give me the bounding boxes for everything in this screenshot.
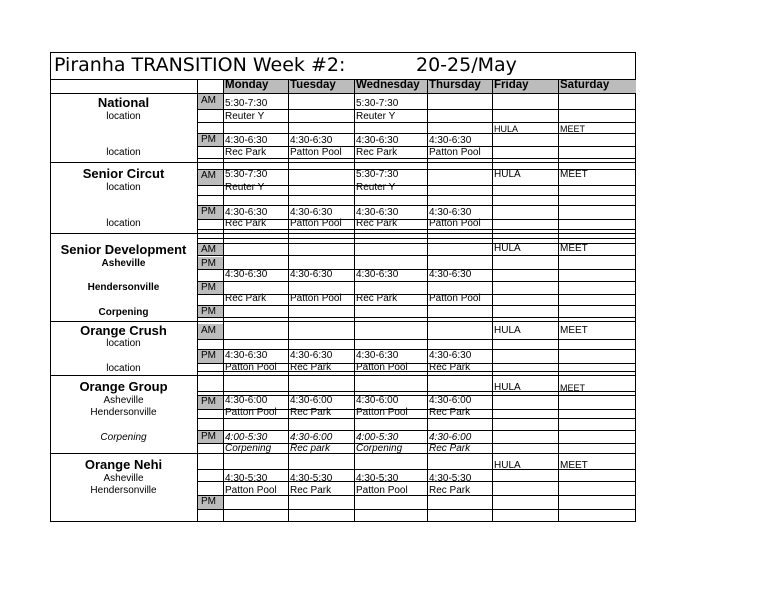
group-name: Senior Development xyxy=(60,242,187,257)
day-header-monday: Monday xyxy=(225,79,269,91)
schedule-cell: Rec Park xyxy=(429,485,471,496)
title-dates: 20-25/May xyxy=(416,54,517,76)
schedule-cell: Reuter Y xyxy=(356,111,396,122)
schedule-cell: Rec Park xyxy=(290,362,332,373)
group-sub: Asheville xyxy=(103,473,144,484)
schedule-cell: MEET xyxy=(560,460,588,471)
schedule-cell: 4:30-6:30 xyxy=(225,135,268,146)
group-sub: location xyxy=(106,182,141,193)
schedule-cell: 4:30-6:30 xyxy=(356,207,399,218)
schedule-cell: Patton Pool xyxy=(225,407,277,418)
day-header-tuesday: Tuesday xyxy=(290,79,336,91)
schedule-cell: 4:30-5:30 xyxy=(290,473,333,484)
schedule-cell: 4:30-6:30 xyxy=(290,350,333,361)
schedule-cell: Rec Park xyxy=(356,147,398,158)
group-sub: location xyxy=(106,218,141,229)
schedule-cell: 4:30-6:00 xyxy=(356,395,399,406)
schedule-cell: Rec Park xyxy=(429,362,471,373)
schedule-cell: 4:30-6:30 xyxy=(225,350,268,361)
slot-label-am: AM xyxy=(201,244,216,255)
schedule-cell: Patton Pool xyxy=(356,362,408,373)
group-separator xyxy=(51,453,636,454)
schedule-cell: Reuter Y xyxy=(225,111,265,122)
slot-label-pm: PM xyxy=(201,282,216,293)
group-sub: location xyxy=(106,111,141,122)
group-sub: Hendersonville xyxy=(90,407,157,418)
day-header-wednesday: Wednesday xyxy=(356,79,420,91)
schedule-cell: 5:30-7:30 xyxy=(356,169,399,180)
row-line xyxy=(197,281,636,282)
row-line xyxy=(197,317,636,318)
schedule-cell: Reuter Y xyxy=(356,182,396,193)
schedule-cell: Rec Park xyxy=(225,218,267,229)
schedule-cell: Patton Pool xyxy=(429,293,481,304)
schedule-cell: 4:30-6:30 xyxy=(225,269,268,280)
schedule-cell: 4:30-6:30 xyxy=(290,135,333,146)
schedule-cell: Patton Pool xyxy=(356,485,408,496)
schedule-cell: Patton Pool xyxy=(225,362,277,373)
schedule-cell: 4:30-6:30 xyxy=(429,269,472,280)
row-line xyxy=(197,521,636,522)
group-sub: Asheville xyxy=(103,395,144,406)
schedule-cell: 4:30-6:00 xyxy=(290,432,333,443)
schedule-cell: Patton Pool xyxy=(356,407,408,418)
schedule-cell: 4:30-6:30 xyxy=(429,350,472,361)
schedule-cell: Patton Pool xyxy=(290,218,342,229)
group-name: Orange Crush xyxy=(80,323,167,338)
schedule-cell: 4:00-5:30 xyxy=(356,432,399,443)
schedule-cell: Rec Park xyxy=(290,485,332,496)
schedule-cell: HULA xyxy=(494,169,521,180)
col-line xyxy=(197,80,198,521)
row-line xyxy=(197,339,636,340)
schedule-cell: 4:30-6:30 xyxy=(356,350,399,361)
group-sub: Corpening xyxy=(100,432,147,443)
schedule-cell: 4:30-6:30 xyxy=(429,135,472,146)
slot-label-pm: PM xyxy=(201,306,216,317)
day-header-saturday: Saturday xyxy=(560,79,610,91)
schedule-cell: Rec Park xyxy=(356,218,398,229)
slot-label-pm: PM xyxy=(201,496,216,507)
schedule-cell: 4:30-6:30 xyxy=(429,207,472,218)
schedule-cell: HULA xyxy=(494,382,521,393)
group-sub: Hendersonville xyxy=(90,485,157,496)
slot-label-am: AM xyxy=(201,95,216,106)
schedule-cell: 4:30-6:30 xyxy=(290,269,333,280)
slot-label-pm: PM xyxy=(201,350,216,361)
schedule-cell: MEET xyxy=(560,124,586,134)
row-line xyxy=(197,305,636,306)
col-line xyxy=(427,80,428,521)
schedule-cell: Patton Pool xyxy=(290,147,342,158)
schedule-cell: 4:30-6:00 xyxy=(429,432,472,443)
schedule-cell: 4:30-6:30 xyxy=(225,207,268,218)
row-line xyxy=(197,195,636,196)
schedule-cell: MEET xyxy=(560,169,588,180)
schedule-cell: 5:30-7:30 xyxy=(225,169,268,180)
schedule-cell: Patton Pool xyxy=(429,147,481,158)
schedule-sheet xyxy=(50,52,636,522)
col-line xyxy=(223,80,224,521)
row-line xyxy=(197,238,636,239)
group-name: Orange Group xyxy=(79,379,168,394)
schedule-cell: HULA xyxy=(494,460,521,471)
schedule-cell: Rec park xyxy=(290,443,331,454)
group-separator xyxy=(51,162,636,163)
group-separator xyxy=(51,375,636,376)
group-separator xyxy=(51,233,636,234)
group-separator xyxy=(51,321,636,322)
col-line xyxy=(288,80,289,521)
schedule-cell: Rec Park xyxy=(225,147,267,158)
schedule-cell: Rec Park xyxy=(225,293,267,304)
group-sub: location xyxy=(106,363,141,374)
slot-label-pm: PM xyxy=(201,396,216,407)
schedule-cell: HULA xyxy=(494,243,521,254)
group-name: Orange Nehi xyxy=(84,457,163,472)
schedule-cell: HULA xyxy=(494,325,521,336)
schedule-cell: Patton Pool xyxy=(290,293,342,304)
schedule-cell: 4:00-5:30 xyxy=(225,432,268,443)
schedule-cell: HULA xyxy=(494,124,519,134)
slot-label-pm: PM xyxy=(201,206,216,217)
slot-label-pm: PM xyxy=(201,431,216,442)
schedule-cell: Corpening xyxy=(356,443,403,454)
schedule-cell: MEET xyxy=(560,325,588,336)
day-header-thursday: Thursday xyxy=(429,79,481,91)
schedule-cell: Rec Park xyxy=(429,443,471,454)
group-sub: Corpening xyxy=(98,307,149,318)
schedule-cell: 4:30-6:30 xyxy=(290,207,333,218)
schedule-cell: 4:30-5:30 xyxy=(429,473,472,484)
group-name: Senior Circut xyxy=(82,166,165,181)
group-sub: Hendersonville xyxy=(87,282,160,293)
schedule-cell: Rec Park xyxy=(429,407,471,418)
group-sub: Asheville xyxy=(101,258,146,269)
schedule-cell: 5:30-7:30 xyxy=(225,98,268,109)
day-header-friday: Friday xyxy=(494,79,529,91)
slot-label-pm: PM xyxy=(201,258,216,269)
slot-label-am: AM xyxy=(201,325,216,336)
group-sub: location xyxy=(106,147,141,158)
slot-label-am: AM xyxy=(201,170,216,181)
slot-label-pm: PM xyxy=(201,134,216,145)
schedule-cell: Patton Pool xyxy=(429,218,481,229)
row-line xyxy=(197,509,636,510)
schedule-cell: Rec Park xyxy=(356,293,398,304)
col-line xyxy=(354,80,355,521)
header-line xyxy=(51,93,636,94)
schedule-cell: Corpening xyxy=(225,443,272,454)
schedule-cell: 4:30-6:00 xyxy=(429,395,472,406)
schedule-cell: 4:30-5:30 xyxy=(356,473,399,484)
group-name: National xyxy=(97,95,150,110)
schedule-cell: Patton Pool xyxy=(225,485,277,496)
row-line xyxy=(197,430,636,431)
schedule-cell: MEET xyxy=(560,383,586,393)
title-text: Piranha TRANSITION Week #2: xyxy=(54,54,346,76)
schedule-title xyxy=(51,53,635,80)
schedule-cell: 4:30-6:00 xyxy=(290,395,333,406)
group-sub: location xyxy=(106,338,141,349)
schedule-cell: 4:30-6:30 xyxy=(356,269,399,280)
col-line xyxy=(492,80,493,521)
schedule-cell: MEET xyxy=(560,243,588,254)
schedule-cell: 4:30-6:00 xyxy=(225,395,268,406)
row-line xyxy=(197,205,636,206)
row-line xyxy=(197,255,636,256)
col-line xyxy=(558,80,559,521)
schedule-cell: 4:30-5:30 xyxy=(225,473,268,484)
schedule-cell: 5:30-7:30 xyxy=(356,98,399,109)
schedule-cell: Reuter Y xyxy=(225,182,265,193)
schedule-cell: 4:30-6:30 xyxy=(356,135,399,146)
schedule-cell: Rec Park xyxy=(290,407,332,418)
